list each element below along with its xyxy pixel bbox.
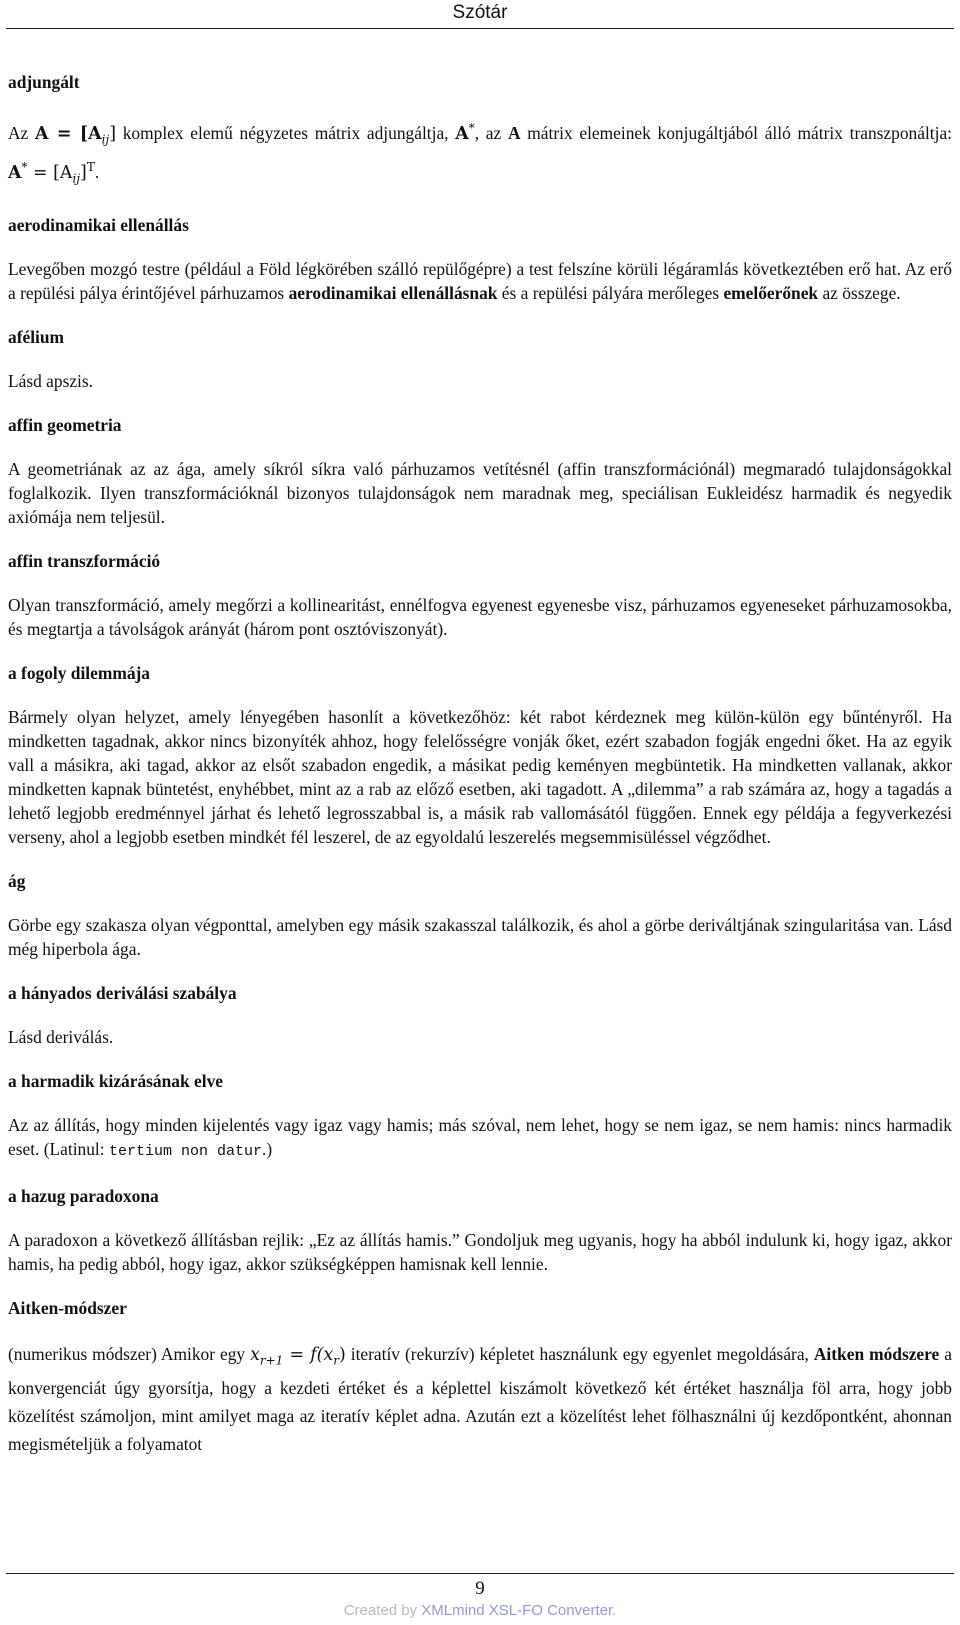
definition-harmadik-kizarasanak-elve: Az az állítás, hogy minden kijelentés vagy igaz vagy hamis; más szóval, nem lehet, hogy se nem igaz, se nem hamis: nincs harmadik eset. (Latinul: tertium non datur.) (8, 1114, 952, 1160)
page-number: 9 (475, 1578, 485, 1599)
formula-iteration: $x_{r+1} = f(x_r)$ (250, 1344, 346, 1367)
term-aerodinamikai-ellenallas: aerodinamikai ellenállás (8, 214, 189, 235)
definition-text: , az (474, 122, 508, 143)
term-aitken-modszer: Aitken-módszer (8, 1297, 127, 1318)
definition-affin-transzformacio: Olyan transzformáció, amely megőrzi a kollinearitást, ennélfogva egyenest egyenesbe visz, párhuzamos egyeneseket párhuzamosokba, és megtartja a távolságok arányát (három pont osztóviszonyát). (8, 594, 952, 639)
definition-hazug-paradoxona: A paradoxon a következő állításban rejlik: „Ez az állítás hamis.” Gondoljuk meg ugyanis, hogy ha abból indulunk ki, hogy igaz, akkor hamis, ha pedig abból, hogy igaz, akkor szükségképpen hamisnak kell lennie. (8, 1229, 952, 1274)
definition-adjungalt (8, 114, 952, 193)
header-rule (6, 28, 954, 29)
term-hanyados-derivalasi-szabalya: a hányados deriválási szabálya (8, 982, 237, 1003)
definition-ag: Görbe egy szakasza olyan végponttal, amelyben egy másik szakasszal találkozik, és ahol a görbe deriváltjának szingularitása van. Lásd még hiperbola ága. (8, 914, 952, 959)
running-header: Szótár (452, 2, 508, 23)
term-ag: ág (8, 870, 26, 891)
emphasis: aerodinamikai ellenállásnak (288, 282, 498, 303)
emphasis: emelőerőnek (723, 282, 819, 303)
definition-aitken-modszer: (numerikus módszer) Amikor egy $x_{r+1} = f(x_r)$ iteratív (rekurzív) képletet használunk egy egyenlet megoldására, Aitken módszere a konvergenciát úgy gyorsítja, hogy a kezdeti értéket és a képlettel kiszámolt következő két értéket használja föl arra, hogy jobb közelítést számoljon, mint amilyet maga az iteratív képlet adna. Azután ezt a közelítést lehet fölhasználni új kezdőpontként, ahonnan megismételjük a folyamatot (8, 1343, 952, 1454)
definition-aerodinamikai-ellenallas: Levegőben mozgó testre (például a Föld légkörében szálló repülőgépre) a test felszíne körüli légáramlás következtében erő hat. Az erő a repülési pálya érintőjével párhuzamos aerodinamikai ellenállásnak és a repülési pályára merőleges emelőerőnek az összege. (8, 258, 952, 303)
term-afelium: afélium (8, 326, 65, 347)
definition-affin-geometria: A geometriának az az ága, amely síkról síkra való párhuzamos vetítésnél (affin transzformációnál) megmaradó tulajdonságokkal foglalkozik. Ilyen transzformációknál bizonyos tulajdonságok nem maradnak meg, speciálisan Eukleidész harmadik és negyedik axiómája nem teljesül. (8, 458, 952, 527)
definition-text: mátrix elemeinek konjugáltjából álló mátrix transzponáltja: (520, 122, 952, 143)
term-fogoly-dilemmaja: a fogoly dilemmája (8, 662, 151, 683)
formula-adjoint: A* (455, 121, 475, 144)
definition-hanyados-derivalasi-szabalya: Lásd deriválás. (8, 1026, 114, 1047)
definition-text: Az (8, 122, 35, 143)
term-hazug-paradoxona: a hazug paradoxona (8, 1185, 159, 1206)
matrix-symbol: A (507, 122, 521, 143)
term-adjungalt: adjungált (8, 72, 80, 92)
definition-fogoly-dilemmaja: Bármely olyan helyzet, amely lényegében hasonlít a következőhöz: két rabot kérdeznek meg külön-külön egy bűntényről. Ha mindketten tagadnak, akkor nincs bizonyíték ahhoz, hogy felelősségre vonják őket, ezért szabadon fogják engedni őket. Ha az egyik vall a másikra, aki tagad, akkor az elsőt szabadon engedik, a másikat pedig keményen megbüntetik. Ha mindketten vallanak, akkor mindketten kapnak büntetést, enyhébbet, mint az a rab az előző esetben, aki tagadott. A „dilemma” a rab számára az, hogy a tagadás a lehető legjobb eredménnyel járhat és lehető legrosszabbal is, a másik rab vallomásától függően. Ennek egy példája a fegyverkezési verseny, ahol a legjobb esetben mindkét fél leszerel, de az egyoldalú leszerelés megsemmisüléssel végződhet. (8, 706, 952, 847)
latin-phrase: tertium non datur (108, 1142, 262, 1160)
definition-afelium: Lásd apszis. (8, 370, 94, 391)
term-affin-transzformacio: affin transzformáció (8, 550, 161, 571)
term-affin-geometria: affin geometria (8, 414, 122, 435)
formula-adjoint-definition: $A^* = [A_{ij}]^T$ (8, 160, 95, 186)
term-harmadik-kizarasanak-elve: a harmadik kizárásának elve (8, 1070, 223, 1091)
definition-text: komplex elemű négyzetes mátrix adjungáltja, (116, 122, 456, 143)
footer-rule (6, 1573, 954, 1574)
glossary-content (8, 70, 952, 1478)
creator-note: Created by XMLmind XSL-FO Converter. (343, 1602, 617, 1619)
formula-matrix-a: $A = [A_{ij}]$ (35, 123, 116, 147)
emphasis: Aitken módszere (813, 1343, 940, 1364)
definition-text: . (94, 162, 100, 183)
creator-tool-link[interactable]: XMLmind XSL-FO Converter (421, 1602, 613, 1619)
